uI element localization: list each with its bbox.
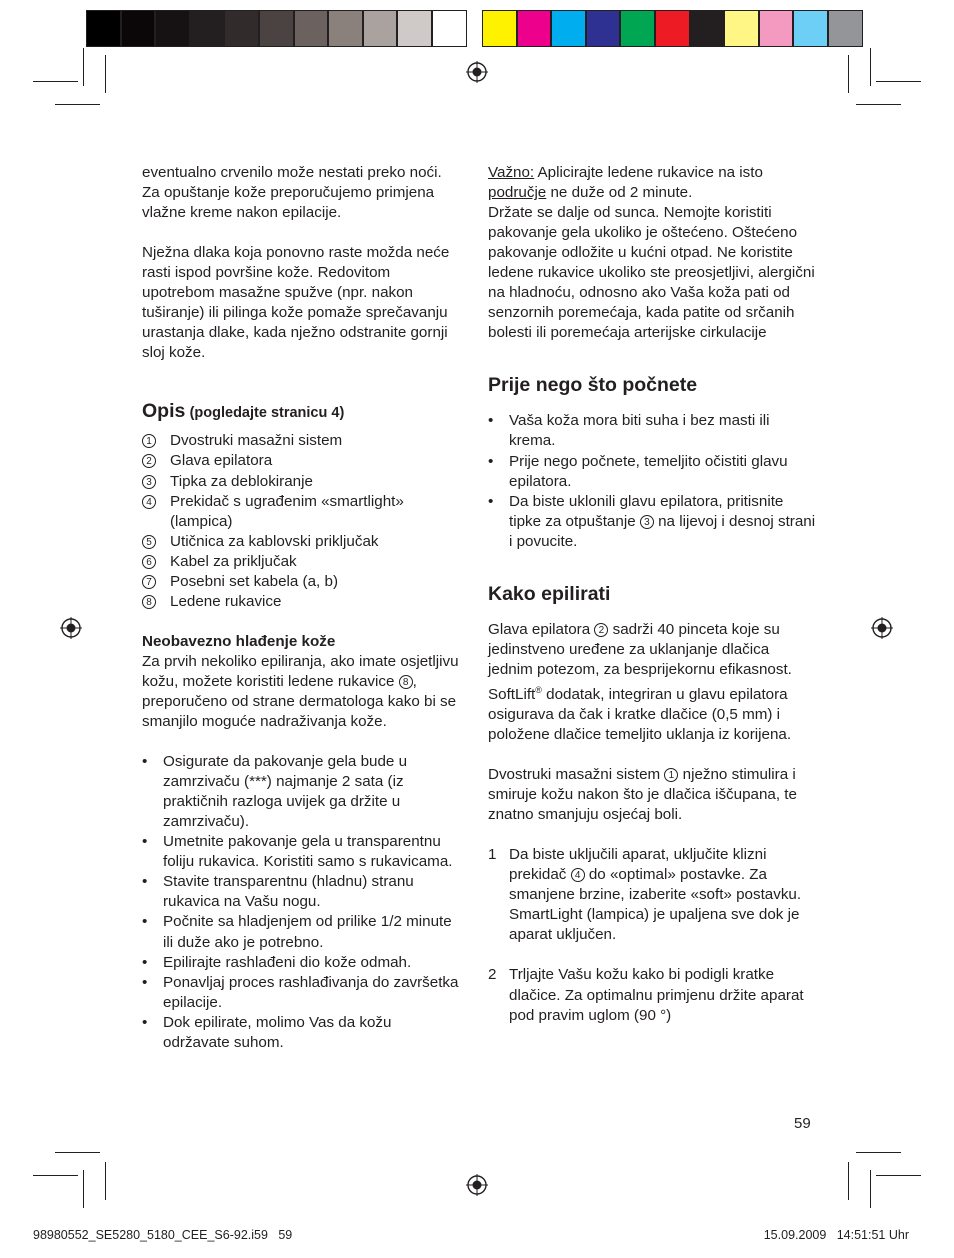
crop-mark [876,1175,921,1176]
list-item: • Umetnite pakovanje gela u transparentnu foliju rukavica. Koristiti samo s rukavicama. [142,833,453,871]
number-circle-icon: 2 [142,454,156,468]
color-swatch [793,10,828,47]
steps-list [488,965,818,1025]
list-item: 7 Posebni set kabela (a, b) [142,572,460,592]
list-item: • Ponavljaj proces rashlađivanja do završetka epilacije. [142,973,459,1011]
bullet-icon: • [488,412,494,430]
parts-list [142,431,460,611]
list-item: • Dok epilirate, molimo Vas da kožu održavate suhom. [142,1013,392,1051]
list-item: 5 Utičnica za kablovski priključak [142,532,460,552]
important-note: Važno: Aplicirajte ledene rukavice na isto područje ne duže od 2 minute. Držate se dalje od sunca. Nemojte koristiti pakovanje gela ukoliko je oštećeno. Oštećeno pakovanje odložite u kućni otpad. Ne koristite ledene rukavice ukoliko ste preosjetljivi, alergični na hladnoću, odnosno ako Vaša koža pati od senzornih poremećaja, kada patite od srčanih bolesti ili poremećaja arterijske cirkulacije [488,164,815,342]
color-swatch [517,10,552,47]
steps-list [488,845,818,945]
list-item: • Stavite transparentnu (hladnu) stranu rukavica na Vašu nogu. [142,873,414,911]
registration-mark-icon [871,617,893,639]
page-number: 59 [794,1115,811,1132]
crop-mark [105,55,106,93]
bullet-icon: • [142,913,148,931]
how-to-paragraph-1: Glava epilatora 2 sadrži 40 pinceta koje su jedinstveno uređene za uklanjanje dlačica jednim potezom, za besprijekornu efikasnost. SoftLift® dodatak, integriran u glavu epilatora osigurava da čak i kratke dlačice (0,5 mm) i položene dlačice temeljito uklanja iz korijena. [488,620,792,744]
crop-mark [105,1162,106,1200]
color-swatch [259,10,294,47]
crop-mark [848,55,849,93]
color-swatch [586,10,621,47]
number-circle-icon: 6 [142,555,156,569]
list-item: 8 Ledene rukavice [142,592,460,612]
color-swatch [224,10,259,47]
right-column [488,163,818,1026]
color-swatch [363,10,398,47]
color-swatch [190,10,225,47]
opis-heading [142,399,460,425]
grayscale-color-bar [86,10,467,47]
registration-mark-icon [466,1174,488,1196]
crop-mark [55,1152,100,1153]
crop-mark [33,1175,78,1176]
color-swatch [86,10,121,47]
bullet-icon: • [142,1013,148,1031]
color-swatch [121,10,156,47]
number-circle-icon: 7 [142,575,156,589]
color-swatch [294,10,329,47]
before-start-list [488,411,818,551]
crop-mark [83,48,84,86]
color-swatch [724,10,759,47]
number-circle-icon: 1 [142,434,156,448]
registration-mark-icon [60,617,82,639]
bullet-icon: • [142,953,148,971]
crop-mark [856,1152,901,1153]
opis-title: Opis [142,400,186,423]
cooling-heading: Neobavezno hlađenje kože [142,632,336,650]
list-item: • Osigurate da pakovanje gela bude u zamrzivaču (***) najmanje 2 sata (iz praktičnih razloga uvijek ga držite u zamrzivaču). [142,753,408,831]
crop-mark [848,1162,849,1200]
step-item: 1 Da biste uključili aparat, uključite klizni prekidač 4 do «optimal» postavke. Za smanjene brzine, izaberite «soft» postavku. SmartLight (lampica) je upaljena sve dok je aparat uključen. [488,846,802,944]
list-item: 3 Tipka za deblokiranje [142,472,460,492]
list-item: 6 Kabel za priključak [142,552,460,572]
color-swatch [155,10,190,47]
cooling-paragraph: Za prvih nekoliko epiliranja, ako imate osjetljivu kožu, možete koristiti ledene rukavice 8 , preporučeno od strane dermatologa kako bi se smanjilo moguće nadraživanja kože. [142,652,459,731]
bullet-icon: • [142,973,148,991]
color-swatch [328,10,363,47]
list-item: 2 Glava epilatora [142,451,460,471]
registered-mark: ® [535,684,542,695]
color-swatch [397,10,432,47]
bullet-icon: • [142,753,148,771]
number-circle-icon: 5 [142,535,156,549]
cooling-bullet-list [142,752,460,1053]
color-swatch [690,10,725,47]
bullet-icon: • [488,452,494,470]
crop-mark [870,48,871,86]
color-swatch [655,10,690,47]
list-item: • Počnite sa hladjenjem od prilike 1/2 minute ili duže ako je potrebno. [142,913,452,951]
list-item: • Vaša koža mora biti suha i bez masti ili krema. [488,412,770,450]
important-label: Važno: [488,164,535,181]
list-item: 1 Dvostruki masažni sistem [142,431,460,451]
color-swatch [620,10,655,47]
how-to-paragraph-2: Dvostruki masažni sistem 1 nježno stimulira i smiruje kožu nakon što je dlačica iščupana, te znatno smanjuju osjećaj boli. [488,766,797,824]
intro-paragraph-2: Nježna dlaka koja ponovno raste možda neće rasti ispod površine kože. Redovitom upotrebom masažne spužve (npr. nakon tuširanje) ili pilinga kože pomaže sprečavanju urastanja dlake, kada nježno odstranite gornji sloj kože. [142,244,450,362]
number-circle-icon: 2 [594,623,608,637]
crop-mark [856,104,901,105]
color-swatch [759,10,794,47]
footer-file-info: 98980552_SE5280_5180_CEE_S6-92.i59 59 [33,1228,293,1242]
list-item: 4 Prekidač s ugrađenim «smartlight» (lampica) [142,492,460,532]
before-start-heading: Prije nego što počnete [488,374,698,397]
number-circle-icon: 8 [399,675,413,689]
bullet-icon: • [142,833,148,851]
number-circle-icon: 3 [640,515,654,529]
crop-mark [876,81,921,82]
list-item: • Epilirajte rashlađeni dio kože odmah. [142,953,460,973]
step-item: 2 Trljajte Vašu kožu kako bi podigli kratke dlačice. Za optimalnu primjenu držite aparat pod pravim uglom (90 °) [488,966,804,1024]
number-circle-icon: 1 [664,768,678,782]
bullet-icon: • [488,492,494,510]
left-column [142,163,460,1053]
crop-mark [83,1170,84,1208]
bullet-icon: • [142,873,148,891]
intro-paragraph-1: eventualno crvenilo može nestati preko noći. Za opuštanje kože preporučujemo primjena vlažne kreme nakon epilacije. [142,164,442,222]
process-color-bar [482,10,863,47]
number-circle-icon: 3 [142,475,156,489]
step-number: 1 [488,846,497,864]
crop-mark [870,1170,871,1208]
color-swatch [551,10,586,47]
color-swatch [432,10,467,47]
crop-mark [55,104,100,105]
opis-subtitle: (pogledajte stranicu 4) [189,405,345,422]
number-circle-icon: 4 [142,495,156,509]
registration-mark-icon [466,61,488,83]
number-circle-icon: 4 [571,868,585,882]
how-to-epilate-heading: Kako epilirati [488,582,611,605]
crop-mark [33,81,78,82]
color-swatch [482,10,517,47]
list-item: • Prije nego počnete, temeljito očistiti glavu epilatora. [488,452,788,490]
step-number: 2 [488,966,497,984]
number-circle-icon: 8 [142,595,156,609]
footer-timestamp: 15.09.2009 14:51:51 Uhr [763,1228,909,1242]
list-item: • Da biste uklonili glavu epilatora, pritisnite tipke za otpuštanje 3 na lijevoj i desnoj strani i povucite. [488,492,816,550]
color-swatch [828,10,863,47]
